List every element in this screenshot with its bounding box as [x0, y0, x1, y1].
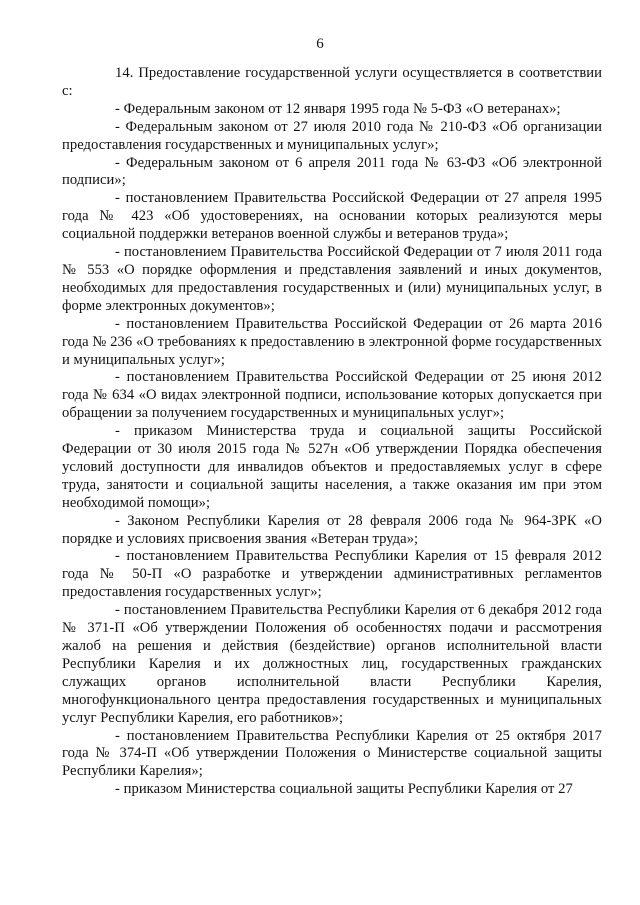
list-item-resolution-423: - постановлением Правительства Российской Федерации от 27 апреля 1995 года № 423 «Об удостоверениях, на основании которых реализуются меры социальной поддержки ветеранов военной службы и ветеранов труда»;: [62, 190, 602, 243]
list-item-law-veterans: - Федеральным законом от 12 января 1995 года № 5-ФЗ «О ветеранах»;: [115, 100, 561, 117]
list-item-law-63fz: - Федеральным законом от 6 апреля 2011 года № 63-ФЗ «Об электронной подписи»;: [62, 154, 602, 189]
list-item-resolution-553: - постановлением Правительства Российской Федерации от 7 июля 2011 года № 553 «О порядке оформления и представления заявлений и иных документов, необходимых для предоставления государственных и (или) муниципальных услуг, в форме электронных документов»;: [62, 244, 602, 314]
list-item-order-527n: - приказом Министерства труда и социальной защиты Российской Федерации от 30 июля 2015 года № 527н «Об утверждении Порядка обеспечения условий доступности для инвалидов объектов и предоставляемых услуг в сфере труда, занятости и социальной защиты населения, а также оказания им при этом необходимой помощи»;: [62, 423, 602, 511]
list-item-law-210fz: - Федеральным законом от 27 июля 2010 года № 210-ФЗ «Об организации предоставления государственных и муниципальных услуг»;: [62, 118, 602, 153]
list-item-order-ministry-karelia: - приказом Министерства социальной защиты Республики Карелия от 27: [115, 781, 573, 798]
list-item-resolution-236: - постановлением Правительства Российской Федерации от 26 марта 2016 года № 236 «О требованиях к предоставлению в электронной форме государственных и муниципальных услуг»;: [62, 315, 602, 368]
list-item-resolution-371p: - постановлением Правительства Республики Карелия от 6 декабря 2012 года № 371-П «Об утверждении Положения об особенностях подачи и рассмотрения жалоб на решения и действия (бездействие) органов исполнительной власти Республики Карелия и их должностных лиц, государственных гражданских служащих органов исполнительной власти Республики Карелия, многофункционального центра предоставления государственных и муниципальных услуг Республики Карелия, его работников»;: [62, 602, 602, 726]
list-item-resolution-634: - постановлением Правительства Российской Федерации от 25 июня 2012 года № 634 «О видах электронной подписи, использование которых допускается при обращении за получением государственных и муниципальных услуг»;: [62, 369, 602, 422]
list-item-resolution-50p: - постановлением Правительства Республики Карелия от 15 февраля 2012 года № 50-П «О разработке и утверждении административных регламентов предоставления государственных услуг»;: [62, 548, 602, 601]
page-number: 6: [316, 36, 324, 52]
document-body: [62, 65, 602, 799]
list-item-law-964zrk: - Законом Республики Карелия от 28 февраля 2006 года № 964-ЗРК «О порядке и условиях присвоения звания «Ветеран труда»;: [62, 512, 602, 547]
list-item-resolution-374p: - постановлением Правительства Республики Карелия от 25 октября 2017 года № 374-П «Об утверждении Положения о Министерстве социальной защиты Республики Карелия»;: [62, 727, 602, 780]
paragraph-14-intro: 14. Предоставление государственной услуги осуществляется в соответствии с:: [62, 65, 602, 99]
